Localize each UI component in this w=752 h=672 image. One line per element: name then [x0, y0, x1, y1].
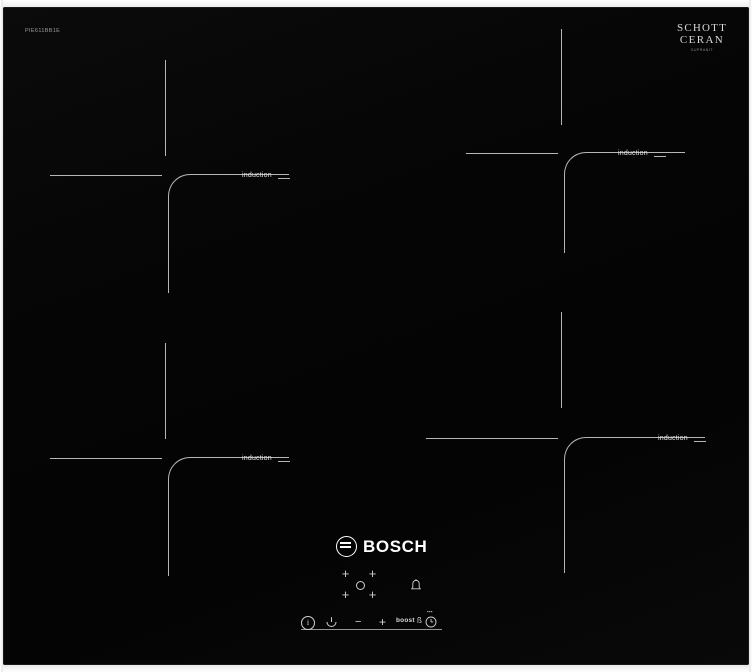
control-row-underline: [301, 629, 442, 630]
cooking-zone-front-right[interactable]: [399, 290, 729, 610]
schott-logo-line3: SUPRANIT: [690, 47, 714, 52]
zone-line-horizontal-outer: [466, 153, 558, 154]
frame-edge-top: [0, 0, 752, 7]
zone-line-vertical-outer: [561, 312, 562, 408]
decrease-button[interactable]: −: [355, 616, 362, 628]
schott-logo-line2: CERAN: [679, 34, 725, 46]
slider-plus-bottom-right-icon[interactable]: +: [368, 587, 377, 602]
zone-corner-arc: [168, 174, 289, 293]
power-icon[interactable]: [325, 616, 339, 628]
slider-plus-top-right-icon[interactable]: +: [368, 566, 377, 581]
slider-plus-top-left-icon[interactable]: +: [341, 566, 350, 581]
zone-label: induction: [658, 435, 688, 442]
power-level-slider[interactable]: [335, 567, 391, 607]
slider-center-dot-icon[interactable]: [356, 581, 365, 590]
cooking-zone-rear-right[interactable]: [399, 7, 729, 307]
zone-label: induction: [618, 150, 648, 157]
zone-label: induction: [242, 172, 272, 179]
boost-symbol-icon[interactable]: ß: [417, 616, 422, 625]
zone-label-dash: [278, 178, 290, 179]
zone-corner-arc: [564, 437, 705, 573]
glass-surface: [3, 7, 749, 665]
clock-icon[interactable]: [425, 616, 437, 628]
schott-logo-line1: SCHOTT: [677, 22, 727, 34]
frame-edge-bottom: [0, 665, 752, 672]
zone-line-vertical-outer: [561, 29, 562, 125]
zone-corner-arc: [168, 457, 289, 576]
info-icon[interactable]: i: [301, 616, 315, 630]
touch-control-row[interactable]: [299, 609, 459, 635]
bosch-logo-icon: [336, 536, 357, 557]
zone-line-vertical-outer: [165, 60, 166, 156]
boost-button[interactable]: boost: [396, 617, 415, 624]
bosch-brand: [336, 536, 427, 557]
zone-label: induction: [242, 455, 272, 462]
zone-line-horizontal-outer: [50, 175, 162, 176]
zone-label-dash: [278, 461, 290, 462]
zone-line-horizontal-outer: [426, 438, 558, 439]
zone-line-vertical-outer: [165, 343, 166, 439]
cooking-zone-front-left[interactable]: [3, 290, 303, 590]
slider-plus-bottom-left-icon[interactable]: +: [341, 587, 350, 602]
zone-label-dash: [654, 156, 666, 157]
zone-corner-arc: [564, 152, 685, 253]
increase-button[interactable]: +: [379, 615, 387, 629]
zone-label-dash: [694, 441, 706, 442]
control-panel[interactable]: [299, 567, 459, 639]
model-code-label: PIE611BB1E: [25, 28, 61, 34]
bosch-wordmark: BOSCH: [363, 537, 428, 556]
bell-icon[interactable]: [410, 579, 422, 592]
zone-line-horizontal-outer: [50, 458, 162, 459]
cooking-zone-rear-left[interactable]: [3, 7, 303, 307]
indicator-dots: ▪▪▪: [427, 609, 433, 614]
